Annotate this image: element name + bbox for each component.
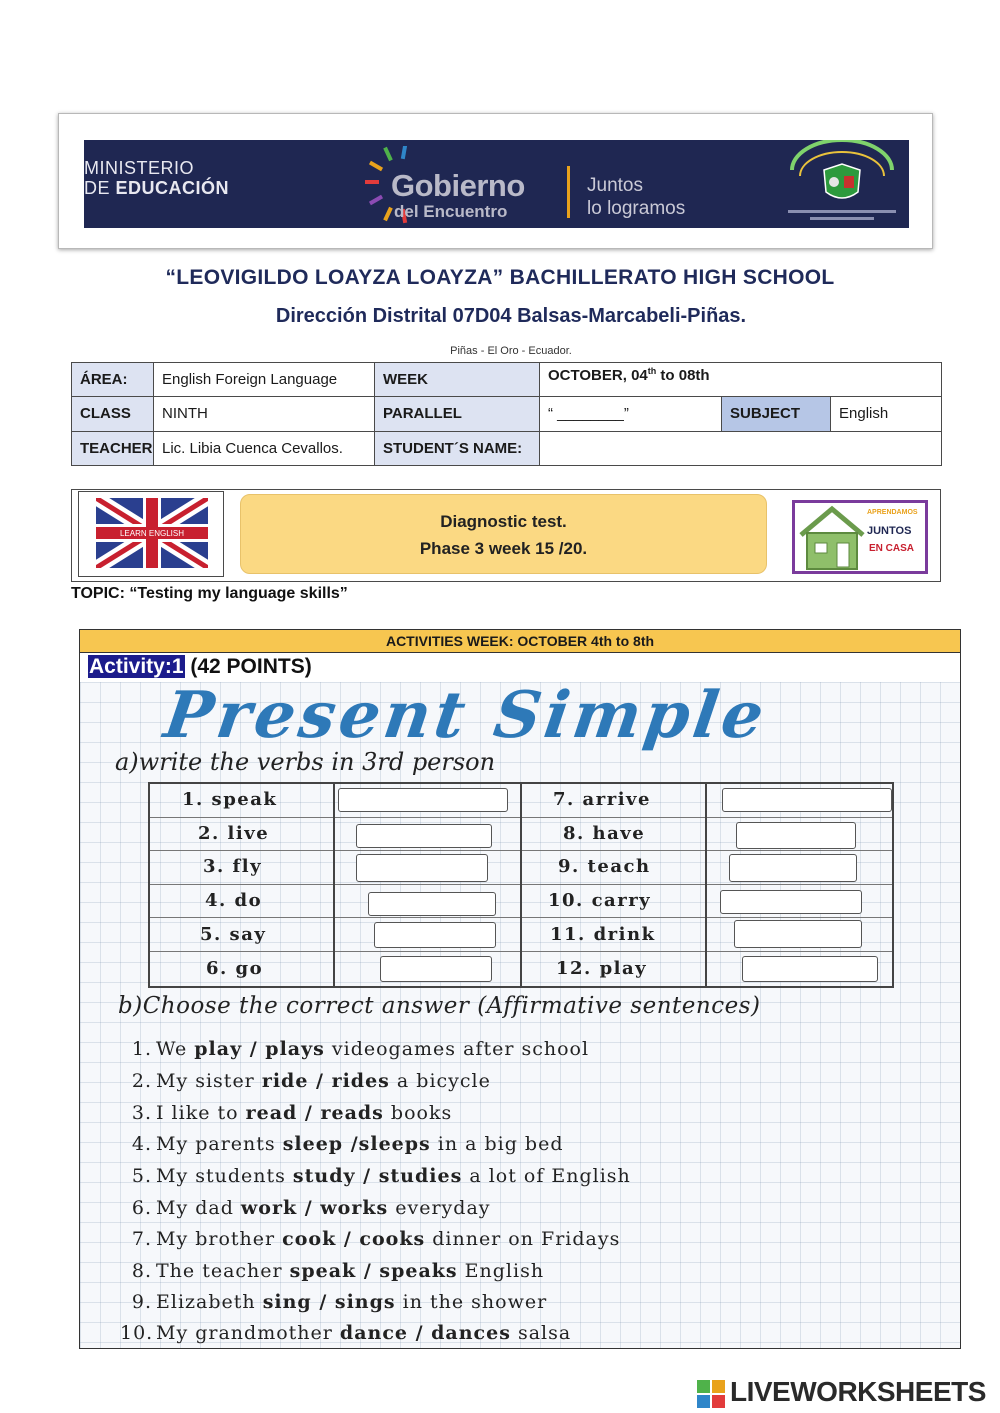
sentence-choice[interactable]: ride / rides (261, 1070, 390, 1092)
sentence-choice[interactable]: sleep /sleeps (282, 1133, 431, 1155)
house-line1: APRENDAMOS (867, 509, 918, 516)
sentence-end: English (457, 1260, 545, 1282)
verb-label-5: 5. say (200, 924, 267, 945)
ministerio-line1: MINISTERIO (84, 158, 195, 178)
table-divider (520, 784, 522, 986)
sentence-2 (120, 1070, 491, 1092)
activity-points: (42 POINTS) (184, 655, 312, 678)
sentence-number: 5. (131, 1165, 152, 1187)
student-name-label: STUDENT´S NAME: (375, 431, 540, 465)
verb-label-1: 1. speak (182, 789, 278, 810)
verb-label-12: 12. play (556, 958, 648, 979)
parallel-value: “ ________” (540, 397, 722, 431)
verb-label-2: 2. live (198, 823, 270, 844)
sentence-9 (120, 1291, 547, 1313)
sentence-3 (120, 1102, 452, 1124)
week-label: WEEK (375, 363, 540, 397)
sentence-5 (120, 1165, 631, 1187)
sentence-4 (120, 1133, 564, 1155)
verb-label-11: 11. drink (550, 924, 656, 945)
section-a-heading: a)write the verbs in 3rd person (115, 748, 496, 776)
sentence-end: in the shower (395, 1291, 548, 1313)
verb-table (148, 782, 894, 988)
verb-answer-2[interactable] (356, 824, 492, 848)
info-table (71, 362, 942, 466)
week-value-suffix: to 08th (656, 367, 710, 384)
sentence-choice[interactable]: play / plays (194, 1038, 325, 1060)
diagnostic-line1: Diagnostic test. (440, 512, 567, 531)
ministerio-line2-bold: EDUCACIÓN (115, 178, 230, 198)
juntos-line1: Juntos (587, 175, 643, 196)
liveworksheets-brand: LIVEWORKSHEETS (730, 1376, 986, 1407)
teacher-label: TEACHER (72, 431, 154, 465)
sentence-start: We (156, 1038, 195, 1060)
sentence-number: 7. (131, 1228, 152, 1250)
verb-answer-10[interactable] (720, 890, 862, 914)
sentence-start: Elizabeth (156, 1291, 263, 1313)
table-row (72, 397, 942, 431)
liveworksheets-logo-icon (697, 1380, 725, 1408)
sentence-6 (120, 1197, 491, 1219)
sentence-number: 6. (131, 1197, 152, 1219)
section-b-heading: b)Choose the correct answer (Affirmative sentences) (118, 993, 761, 1019)
sentence-start: My students (156, 1165, 293, 1187)
week-value-sup: th (647, 366, 657, 376)
school-crest-icon (774, 140, 909, 228)
sentence-end: a lot of English (462, 1165, 631, 1187)
topic-text: TOPIC: “Testing my language skills” (71, 585, 348, 602)
house-icon (797, 505, 867, 571)
gobierno-wordmark: Gobierno (391, 168, 525, 203)
verb-answer-8[interactable] (736, 822, 856, 849)
verb-label-3: 3. fly (203, 856, 263, 877)
sentence-choice[interactable]: study / studies (292, 1165, 463, 1187)
gobierno-subtitle: del Encuentro (394, 202, 508, 221)
sentence-end: videogames after school (324, 1038, 590, 1060)
juntos-slogan (587, 174, 685, 220)
table-divider (705, 784, 707, 986)
ministerio-line2-prefix: DE (84, 178, 116, 198)
verb-label-4: 4. do (205, 890, 263, 911)
table-row (72, 431, 942, 465)
sentence-number: 8. (131, 1260, 152, 1282)
sentence-start: My sister (156, 1070, 262, 1092)
school-name: “LEOVIGILDO LOAYZA LOAYZA” BACHILLERATO HIGH SCHOOL (165, 266, 835, 289)
activity-label: Activity:1 (89, 655, 184, 678)
sentence-number: 2. (131, 1070, 152, 1092)
sentence-choice[interactable]: cook / cooks (282, 1228, 426, 1250)
sentence-end: everyday (388, 1197, 491, 1219)
flag-caption: LEARN ENGLISH (119, 529, 185, 538)
table-divider (333, 784, 335, 986)
sentence-end: books (383, 1102, 453, 1124)
sentence-start: The teacher (156, 1260, 290, 1282)
subject-value: English (831, 397, 942, 431)
sentence-end: salsa (510, 1322, 572, 1344)
verb-label-8: 8. have (563, 823, 646, 844)
week-value (540, 363, 942, 397)
area-value: English Foreign Language (154, 363, 375, 397)
class-value: NINTH (154, 397, 375, 431)
verb-answer-11[interactable] (734, 920, 862, 948)
sentence-choice[interactable]: sing / sings (262, 1291, 396, 1313)
aprendamos-juntos-logo (792, 500, 928, 574)
sentence-start: My dad (156, 1197, 241, 1219)
verb-answer-7[interactable] (722, 788, 892, 812)
sentence-number: 10. (120, 1322, 154, 1344)
house-line3: EN CASA (869, 543, 915, 554)
sentence-end: a bicycle (389, 1070, 491, 1092)
school-location: Piñas - El Oro - Ecuador. (450, 345, 572, 357)
sentence-number: 3. (131, 1102, 152, 1124)
sentence-8 (120, 1260, 544, 1282)
district-direction: Dirección Distrital 07D04 Balsas-Marcabeli-Piñas. (275, 305, 747, 327)
diagnostic-line2: Phase 3 week 15 /20. (419, 539, 588, 558)
banner-separator (567, 166, 570, 218)
sentence-start: I like to (156, 1102, 246, 1124)
sentence-1 (120, 1038, 589, 1060)
verb-label-6: 6. go (206, 958, 264, 979)
header-banner (84, 140, 909, 228)
juntos-line2: lo logramos (587, 198, 686, 219)
table-row (72, 363, 942, 397)
subject-label: SUBJECT (722, 397, 831, 431)
verb-answer-6[interactable] (380, 956, 492, 982)
verb-answer-5[interactable] (374, 922, 496, 948)
area-label: ÁREA: (72, 363, 154, 397)
verb-answer-9[interactable] (729, 854, 857, 882)
worksheet-title: Present Simple (159, 678, 772, 753)
verb-answer-1[interactable] (338, 788, 508, 812)
house-line2: JUNTOS (867, 525, 912, 537)
parallel-label: PARALLEL (375, 397, 540, 431)
sentence-start: My brother (156, 1228, 283, 1250)
verb-label-10: 10. carry (548, 890, 652, 911)
student-name-field[interactable] (540, 431, 942, 465)
teacher-value: Lic. Libia Cuenca Cevallos. (154, 431, 375, 465)
sentence-choice[interactable]: speak / speaks (289, 1260, 458, 1282)
table-divider (892, 784, 894, 986)
sentence-start: My parents (156, 1133, 283, 1155)
sentence-choice[interactable]: work / works (240, 1197, 389, 1219)
sentence-choice[interactable]: dance / dances (339, 1322, 511, 1344)
sentence-number: 4. (131, 1133, 152, 1155)
sentence-end: in a big bed (430, 1133, 564, 1155)
verb-answer-12[interactable] (742, 956, 878, 982)
sentence-start: My grandmother (156, 1322, 340, 1344)
sentence-7 (120, 1228, 620, 1250)
class-label: CLASS (72, 397, 154, 431)
verb-label-7: 7. arrive (553, 789, 651, 810)
sentence-number: 1. (131, 1038, 152, 1060)
verb-answer-4[interactable] (368, 892, 496, 916)
table-divider (148, 784, 150, 986)
activities-header: ACTIVITIES WEEK: OCTOBER 4th to 8th (79, 629, 961, 653)
sentence-10 (120, 1322, 571, 1344)
sentence-end: dinner on Fridays (425, 1228, 621, 1250)
sentence-number: 9. (131, 1291, 152, 1313)
verb-answer-3[interactable] (356, 854, 488, 882)
diagnostic-title-box (240, 494, 767, 574)
verb-label-9: 9. teach (558, 856, 651, 877)
activity-title (88, 655, 312, 679)
week-value-prefix: OCTOBER, 04 (548, 367, 648, 384)
ministerio-logo-text (84, 158, 229, 198)
union-jack-icon (96, 498, 208, 568)
sentence-choice[interactable]: read / reads (245, 1102, 384, 1124)
